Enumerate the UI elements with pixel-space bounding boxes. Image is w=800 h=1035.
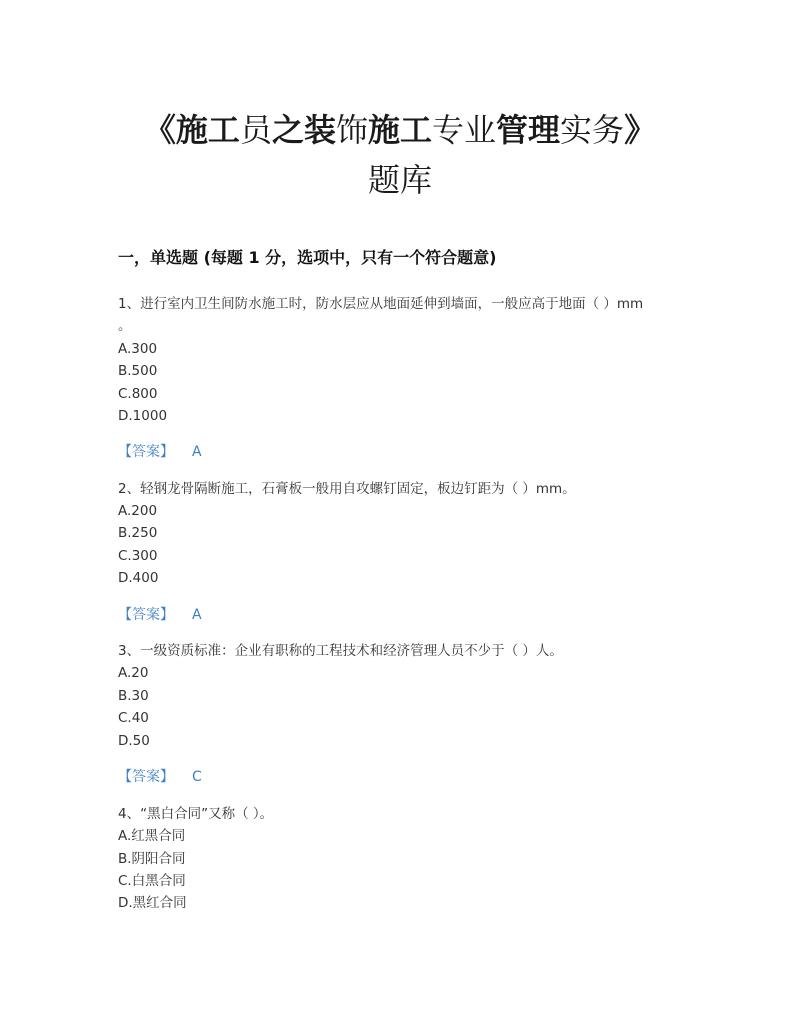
question-1-option-d: D.1000 — [118, 408, 168, 424]
question-3-option-b: B.30 — [118, 688, 149, 704]
question-4-stem: 4、“黑白合同”又称（ ）。 — [118, 806, 274, 822]
doc-title-line2: 题库 — [367, 161, 432, 199]
question-2-option-c: C.300 — [118, 548, 158, 564]
question-3-option-d: D.50 — [118, 733, 150, 749]
question-2-stem: 2、轻钢龙骨隔断施工，石膏板一般用自攻螺钉固定，板边钉距为（ ）mm。 — [118, 481, 576, 497]
question-1-option-a: A.300 — [118, 341, 158, 357]
title-part: 员 — [239, 111, 272, 149]
question-2-option-b: B.250 — [118, 525, 158, 541]
question-1-stem-cont: 。 — [118, 318, 132, 334]
title-part: 《 — [143, 111, 176, 149]
question-4-option-a: A.红黑合同 — [118, 828, 186, 844]
section-heading: 一，单选题 (每题 1 分，选项中，只有一个符合题意) — [118, 248, 497, 267]
question-2-answer — [118, 604, 202, 626]
title-part: 饰 — [335, 111, 368, 149]
title-part: 管理 — [496, 111, 561, 149]
question-2-option-a: A.200 — [118, 503, 158, 519]
question-3-option-c: C.40 — [118, 710, 149, 726]
title-part: 施工 — [175, 111, 240, 149]
question-1-stem: 1、进行室内卫生间防水施工时，防水层应从地面延伸到墙面，一般应高于地面（ ）mm — [118, 296, 644, 312]
answer-label: 【答案】 — [118, 444, 174, 460]
question-2-option-d: D.400 — [118, 570, 159, 586]
question-3-option-a: A.20 — [118, 665, 149, 681]
question-3-answer — [118, 766, 202, 788]
title-part: 施工 — [368, 111, 433, 149]
title-part: 实务 — [560, 111, 625, 149]
answer-value: C — [192, 769, 202, 785]
doc-title-line1 — [0, 104, 800, 156]
title-part: 装 — [303, 111, 336, 149]
question-4-option-b: B.阴阳合同 — [118, 851, 186, 867]
title-part: 之 — [271, 111, 304, 149]
question-4-option-d: D.黑红合同 — [118, 895, 187, 911]
question-1-answer — [118, 441, 202, 463]
question-4-option-c: C.白黑合同 — [118, 873, 186, 889]
question-1-option-b: B.500 — [118, 363, 158, 379]
question-3-stem: 3、一级资质标准：企业有职称的工程技术和经济管理人员不少于（ ）人。 — [118, 643, 563, 659]
title-part: 》 — [624, 111, 657, 149]
title-part: 专业 — [432, 111, 497, 149]
question-1-option-c: C.800 — [118, 386, 158, 402]
answer-label: 【答案】 — [118, 607, 174, 623]
answer-value: A — [192, 607, 202, 623]
answer-value: A — [192, 444, 202, 460]
answer-label: 【答案】 — [118, 769, 174, 785]
